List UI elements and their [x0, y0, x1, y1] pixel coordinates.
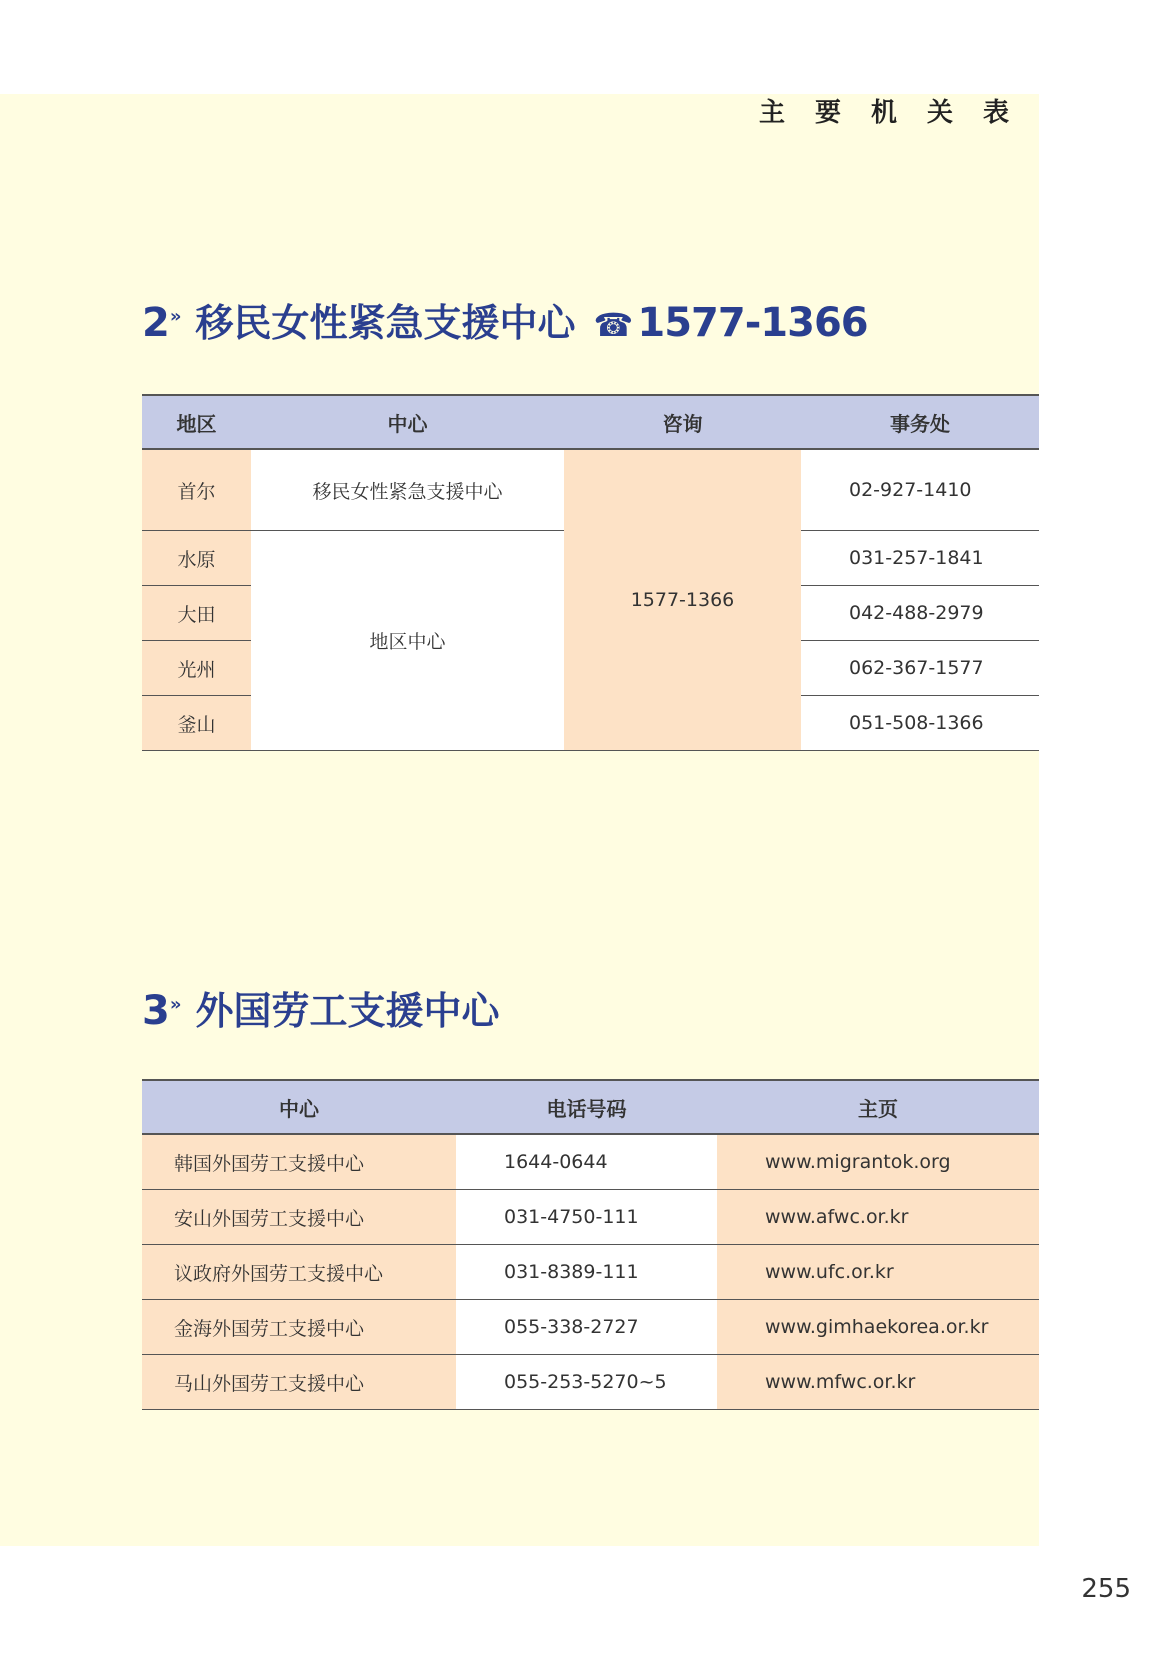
- center-name-cell: 安山外国劳工支援中心: [142, 1190, 456, 1245]
- section-2-title: [142, 292, 868, 347]
- table-row: [142, 1245, 1039, 1300]
- table-row: [142, 1300, 1039, 1355]
- center-name-cell: 韩国外国劳工支援中心: [142, 1134, 456, 1190]
- table-header-row: [142, 395, 1039, 449]
- running-header: 主要机关表: [758, 98, 1039, 128]
- section-3-title: [142, 980, 500, 1035]
- office-phone-cell: 042-488-2979: [801, 586, 1039, 641]
- table-row: [142, 449, 1039, 531]
- region-cell: 釜山: [142, 696, 251, 751]
- section-heading: 移民女性紧急支援中心: [195, 301, 576, 345]
- foreign-worker-center-table: [142, 1079, 1039, 1410]
- homepage-link[interactable]: www.afwc.or.kr: [717, 1190, 1039, 1245]
- column-header-region: 地区: [142, 395, 251, 449]
- chevron-icon: »: [169, 994, 182, 1015]
- table-row: [142, 1190, 1039, 1245]
- office-phone-cell: 02-927-1410: [801, 449, 1039, 531]
- homepage-link[interactable]: www.ufc.or.kr: [717, 1245, 1039, 1300]
- table-row: [142, 1355, 1039, 1410]
- homepage-link[interactable]: www.mfwc.or.kr: [717, 1355, 1039, 1410]
- column-header-homepage: 主页: [717, 1080, 1039, 1134]
- column-header-phone: 电话号码: [456, 1080, 717, 1134]
- page-number: 255: [1081, 1574, 1131, 1604]
- office-phone-cell: 062-367-1577: [801, 641, 1039, 696]
- center-name-cell: 马山外国劳工支援中心: [142, 1355, 456, 1410]
- region-cell: 光州: [142, 641, 251, 696]
- section-number: 2: [142, 300, 170, 346]
- chevron-icon: »: [169, 306, 182, 327]
- regional-center-cell: 地区中心: [251, 531, 564, 751]
- phone-cell: 055-253-5270~5: [456, 1355, 717, 1410]
- phone-icon: ☎: [593, 306, 634, 344]
- region-cell: 首尔: [142, 449, 251, 531]
- center-name-cell: 议政府外国劳工支援中心: [142, 1245, 456, 1300]
- homepage-link[interactable]: www.gimhaekorea.or.kr: [717, 1300, 1039, 1355]
- region-cell: 水原: [142, 531, 251, 586]
- table-row: [142, 1134, 1039, 1190]
- column-header-center: 中心: [251, 395, 564, 449]
- emergency-center-table: [142, 394, 1039, 751]
- column-header-consult: 咨询: [564, 395, 801, 449]
- center-name-cell: 金海外国劳工支援中心: [142, 1300, 456, 1355]
- section-heading: 外国劳工支援中心: [195, 989, 500, 1033]
- phone-cell: 031-8389-111: [456, 1245, 717, 1300]
- center-cell: 移民女性紧急支援中心: [251, 449, 564, 531]
- phone-cell: 031-4750-111: [456, 1190, 717, 1245]
- region-cell: 大田: [142, 586, 251, 641]
- hotline-number: 1577-1366: [637, 300, 868, 346]
- office-phone-cell: 031-257-1841: [801, 531, 1039, 586]
- consult-cell: 1577-1366: [564, 449, 801, 751]
- column-header-office: 事务处: [801, 395, 1039, 449]
- table-header-row: [142, 1080, 1039, 1134]
- homepage-link[interactable]: www.migrantok.org: [717, 1134, 1039, 1190]
- section-number: 3: [142, 988, 170, 1034]
- phone-cell: 1644-0644: [456, 1134, 717, 1190]
- office-phone-cell: 051-508-1366: [801, 696, 1039, 751]
- phone-cell: 055-338-2727: [456, 1300, 717, 1355]
- column-header-center: 中心: [142, 1080, 456, 1134]
